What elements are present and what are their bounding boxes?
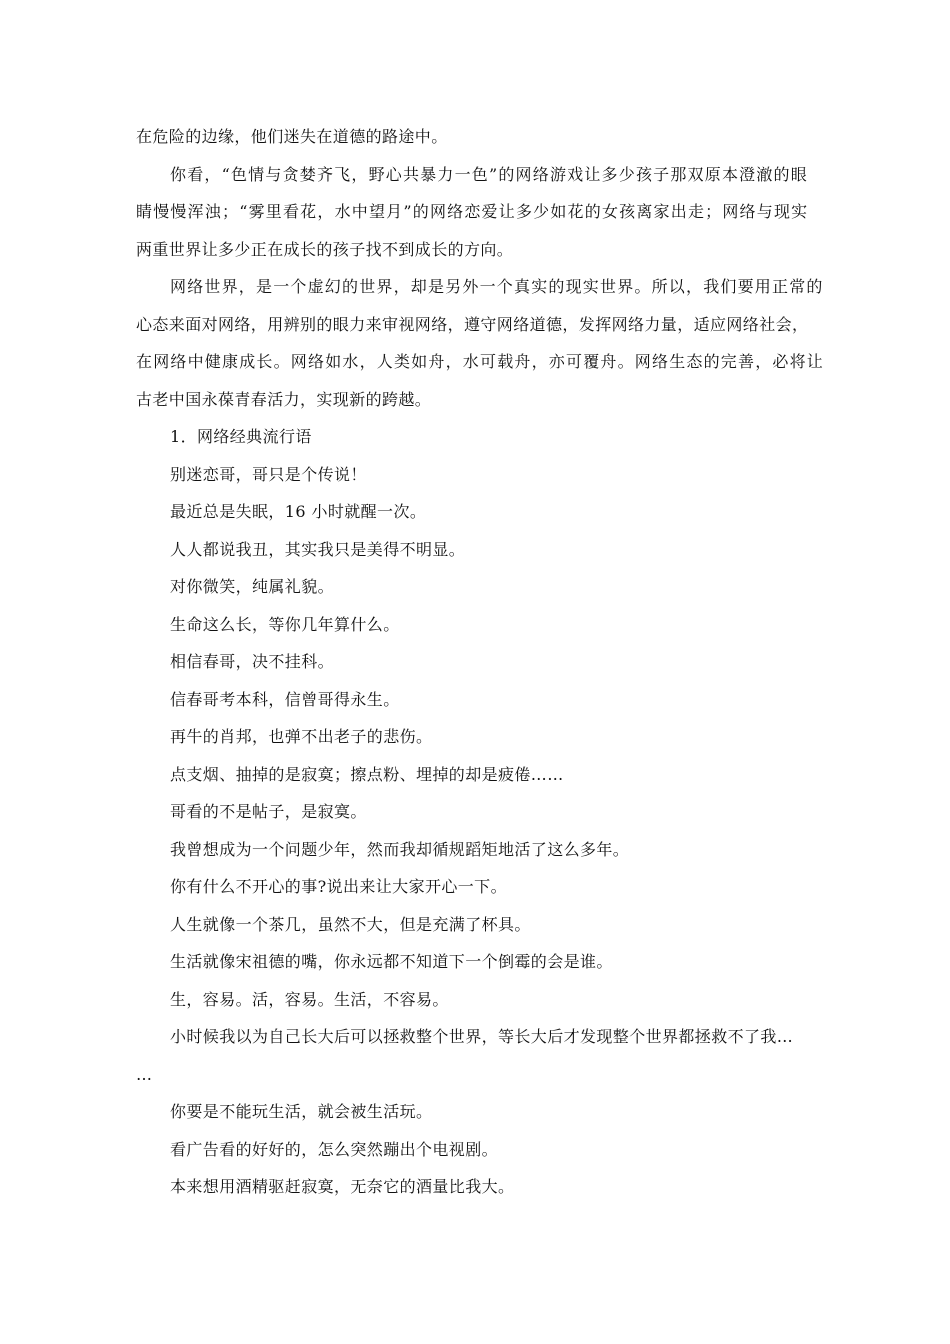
quote-line: 信春哥考本科，信曾哥得永生。 — [170, 689, 400, 709]
quote-line: 生命这么长，等你几年算什么。 — [170, 614, 400, 634]
quote-line: 我曾想成为一个问题少年，然而我却循规蹈矩地活了这么多年。 — [170, 839, 630, 859]
quote-line: 生，容易。活，容易。生活，不容易。 — [170, 989, 449, 1009]
quote-line: 你有什么不开心的事?说出来让大家开心一下。 — [170, 877, 507, 896]
quote-line: 小时候我以为自己长大后可以拯救整个世界，等长大后才发现整个世界都拯救不了我… — [170, 1027, 794, 1046]
text-line: … — [136, 1064, 153, 1084]
document-body — [136, 118, 825, 1206]
quote-line: 别迷恋哥，哥只是个传说！ — [170, 464, 367, 484]
paragraph-start-line: 网络世界，是一个虚幻的世界，却是另外一个真实的现实世界。所以，我们要用正常的 — [170, 277, 824, 296]
section-heading: 1．网络经典流行语 — [170, 427, 312, 446]
text-line: 睛慢慢浑浊；“雾里看花，水中望月”的网络恋爱让多少如花的女孩离家出走；网络与现实 — [136, 202, 809, 221]
text-line: 古老中国永葆青春活力，实现新的跨越。 — [136, 389, 432, 409]
quote-line: 你要是不能玩生活，就会被生活玩。 — [170, 1102, 433, 1121]
quote-line: 人生就像一个茶几，虽然不大，但是充满了杯具。 — [170, 914, 531, 934]
text-line: 在危险的边缘，他们迷失在道德的路途中。 — [136, 127, 448, 146]
quote-line: 人人都说我丑，其实我只是美得不明显。 — [170, 539, 466, 559]
text-line: 两重世界让多少正在成长的孩子找不到成长的方向。 — [136, 239, 514, 259]
quote-line: 看广告看的好好的，怎么突然蹦出个电视剧。 — [170, 1139, 499, 1159]
text-line: 在网络中健康成长。网络如水，人类如舟，水可载舟，亦可覆舟。网络生态的完善，必将让 — [136, 352, 825, 371]
quote-line: 对你微笑，纯属礼貌。 — [170, 577, 335, 596]
quote-line: 相信春哥，决不挂科。 — [170, 652, 335, 671]
paragraph-start-line: 你看，“色情与贪婪齐飞，野心共暴力一色”的网络游戏让多少孩子那双原本澄澈的眼 — [170, 164, 808, 184]
quote-line: 点支烟、抽掉的是寂寞；擦点粉、埋掉的却是疲倦…… — [170, 764, 564, 784]
text-line: 心态来面对网络，用辨别的眼力来审视网络，遵守网络道德，发挥网络力量，适应网络社会， — [136, 314, 809, 334]
quote-line: 哥看的不是帖子，是寂寞。 — [170, 802, 367, 821]
quote-line: 生活就像宋祖德的嘴，你永远都不知道下一个倒霉的会是谁。 — [170, 952, 613, 971]
quote-line: 本来想用酒精驱赶寂寞，无奈它的酒量比我大。 — [170, 1177, 515, 1196]
quote-line: 再牛的肖邦，也弹不出老子的悲伤。 — [170, 727, 433, 746]
quote-line: 最近总是失眠，16 小时就醒一次。 — [170, 502, 427, 521]
